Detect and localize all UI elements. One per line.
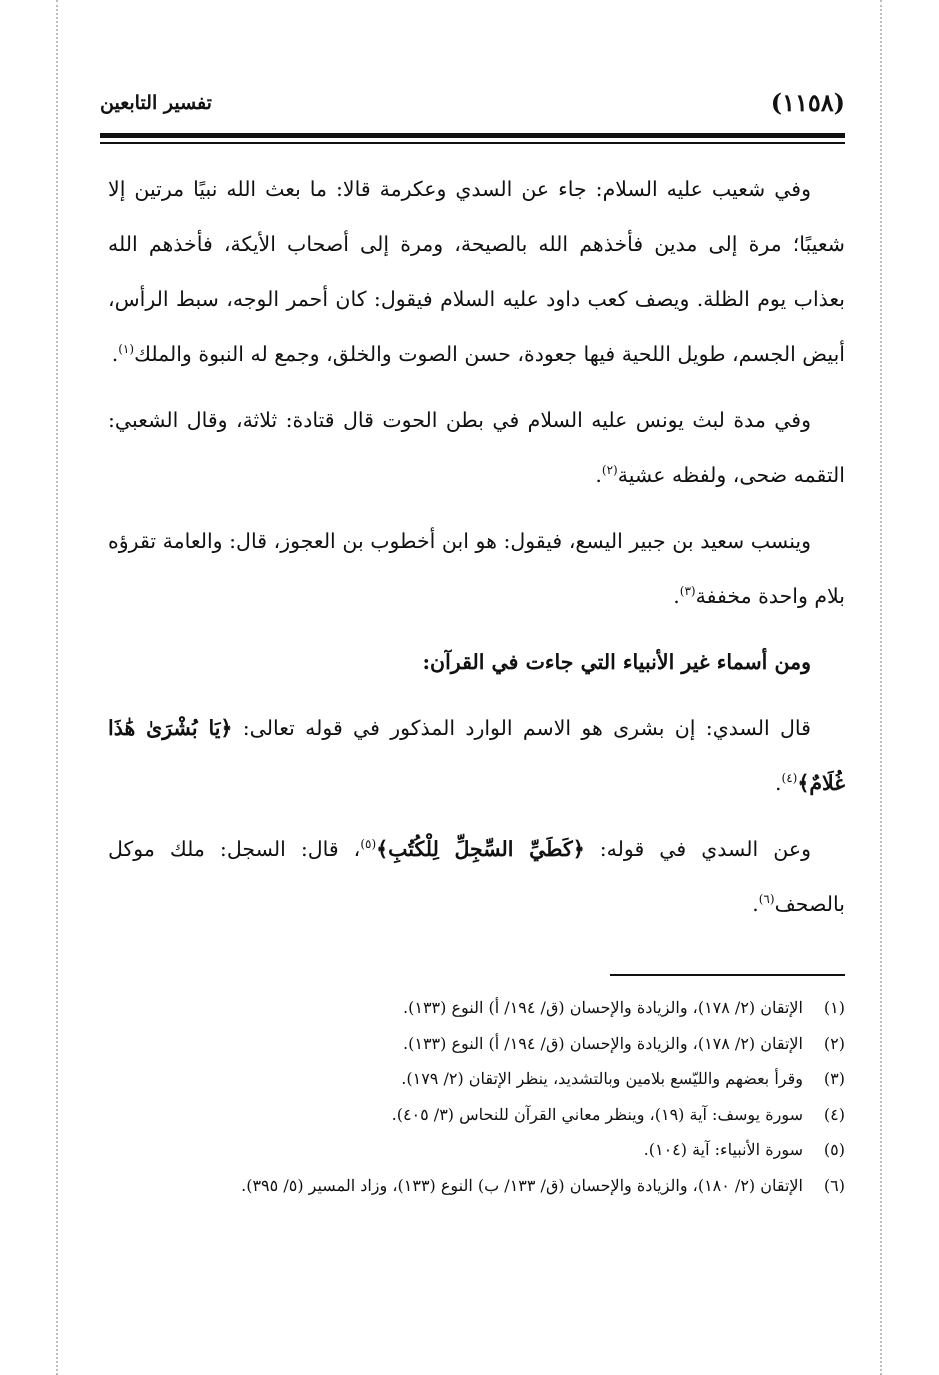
footnote-ref[interactable]: (٦) bbox=[758, 892, 775, 907]
left-scan-edge bbox=[56, 0, 58, 1375]
footnote-text: سورة الأنبياء: آية (١٠٤). bbox=[643, 1140, 803, 1159]
paragraph-text: قال السدي: إن بشرى هو الاسم الوارد المذكور في قوله تعالى: bbox=[242, 716, 811, 740]
footnote-ref[interactable]: (٤) bbox=[781, 771, 798, 786]
footnotes bbox=[108, 990, 845, 1203]
paragraph-text: وعن السدي في قوله: bbox=[599, 837, 811, 861]
footnote-text: الإتقان (٢/ ١٧٨)، والزيادة والإحسان (ق/ ١٩٤/ أ) النوع (١٣٣). bbox=[403, 1033, 803, 1053]
running-title: تفسير التابعين bbox=[100, 92, 212, 114]
footnote-item bbox=[108, 990, 845, 1026]
footnote-text: وقرأ بعضهم والليّسع بلامين وبالتشديد، ينظر الإتقان (٢/ ١٧٩). bbox=[401, 1069, 803, 1088]
paragraph-text: وفي شعيب عليه السلام: جاء عن السدي وعكرمة قالا: ما بعث الله نبيًا مرتين إلا شعيبًا؛ مرة إلى مدين فأخذهم الله بالصيحة، ومرة إلى أصحاب الأيكة، فأخذهم الله بعذاب يوم الظلة. ويصف كعب داود عليه السلام فيقول: كان أحمر الوجه، سبط الرأس، أبيض الجسم، طويل اللحية فيها جعودة، حسن الصوت والخلق، وجمع له النبوة والملك bbox=[108, 177, 845, 366]
footnote-number: (٥) bbox=[823, 1140, 845, 1159]
footnote-number: (٣) bbox=[823, 1069, 845, 1088]
footnote-number: (٦) bbox=[823, 1175, 845, 1195]
footnote-number: (٤) bbox=[823, 1104, 845, 1124]
paragraph-bushra bbox=[108, 701, 845, 811]
paragraph-end: . bbox=[673, 584, 680, 608]
page-number: (١١٥٨) bbox=[770, 88, 845, 117]
paragraph-end: . bbox=[111, 342, 119, 366]
footnote-ref[interactable]: (٣) bbox=[679, 584, 696, 599]
footnote-item bbox=[108, 1026, 845, 1062]
paragraph-text: ، قال: السجل: ملك موكل بالصحف bbox=[108, 837, 845, 916]
footnote-item bbox=[108, 1061, 845, 1097]
paragraph-yunus bbox=[108, 393, 845, 503]
footnote-ref[interactable]: (٢) bbox=[601, 463, 618, 478]
footnote-ref[interactable]: (٥) bbox=[360, 837, 377, 852]
quran-quote: ﴿كَطَيِّ السِّجِلِّ لِلْكُتُبِ﴾ bbox=[376, 837, 585, 861]
paragraph-sijill bbox=[108, 822, 845, 932]
paragraph-end: . bbox=[774, 771, 782, 795]
right-scan-edge bbox=[880, 0, 882, 1375]
footnote-item bbox=[108, 1097, 845, 1133]
section-heading: ومن أسماء غير الأنبياء التي جاءت في القرآن: bbox=[422, 650, 811, 674]
footnote-item bbox=[108, 1168, 845, 1204]
paragraph-shuayb bbox=[108, 162, 845, 382]
paragraph-text: وينسب سعيد بن جبير اليسع، فيقول: هو ابن أخطوب بن العجوز، قال: والعامة تقرؤه بلام واحدة مخففة bbox=[108, 529, 845, 608]
main-text bbox=[108, 162, 845, 943]
footnote-text: سورة يوسف: آية (١٩)، وينظر معاني القرآن للنحاس (٣/ ٤٠٥). bbox=[391, 1104, 803, 1124]
paragraph-alyasa bbox=[108, 514, 845, 624]
header-rule-thick bbox=[100, 133, 845, 138]
paragraph-end: . bbox=[752, 892, 759, 916]
paragraph-text: وفي مدة لبث يونس عليه السلام في بطن الحوت قال قتادة: ثلاثة، وقال الشعبي: التقمه ضحى، ولفظه عشية bbox=[108, 408, 845, 487]
header-rule-thin bbox=[100, 142, 845, 144]
paragraph-end: . bbox=[595, 463, 602, 487]
footnote-ref[interactable]: (١) bbox=[118, 342, 135, 357]
footnote-text: الإتقان (٢/ ١٧٨)، والزيادة والإحسان (ق/ ١٩٤/ أ) النوع (١٣٣). bbox=[403, 998, 803, 1017]
footnote-separator bbox=[610, 974, 845, 976]
page-header bbox=[100, 88, 845, 128]
footnote-item bbox=[108, 1132, 845, 1168]
footnote-text: الإتقان (٢/ ١٨٠)، والزيادة والإحسان (ق/ ١٣٣/ ب) النوع (١٣٣)، وزاد المسير (٥/ ٣٩٥). bbox=[241, 1175, 803, 1195]
footnote-number: (١) bbox=[823, 998, 845, 1017]
footnote-number: (٢) bbox=[823, 1033, 845, 1053]
quran-quote: ﴿يَا بُشْرَىٰ هَٰذَا غُلَامٌ﴾ bbox=[108, 716, 845, 795]
